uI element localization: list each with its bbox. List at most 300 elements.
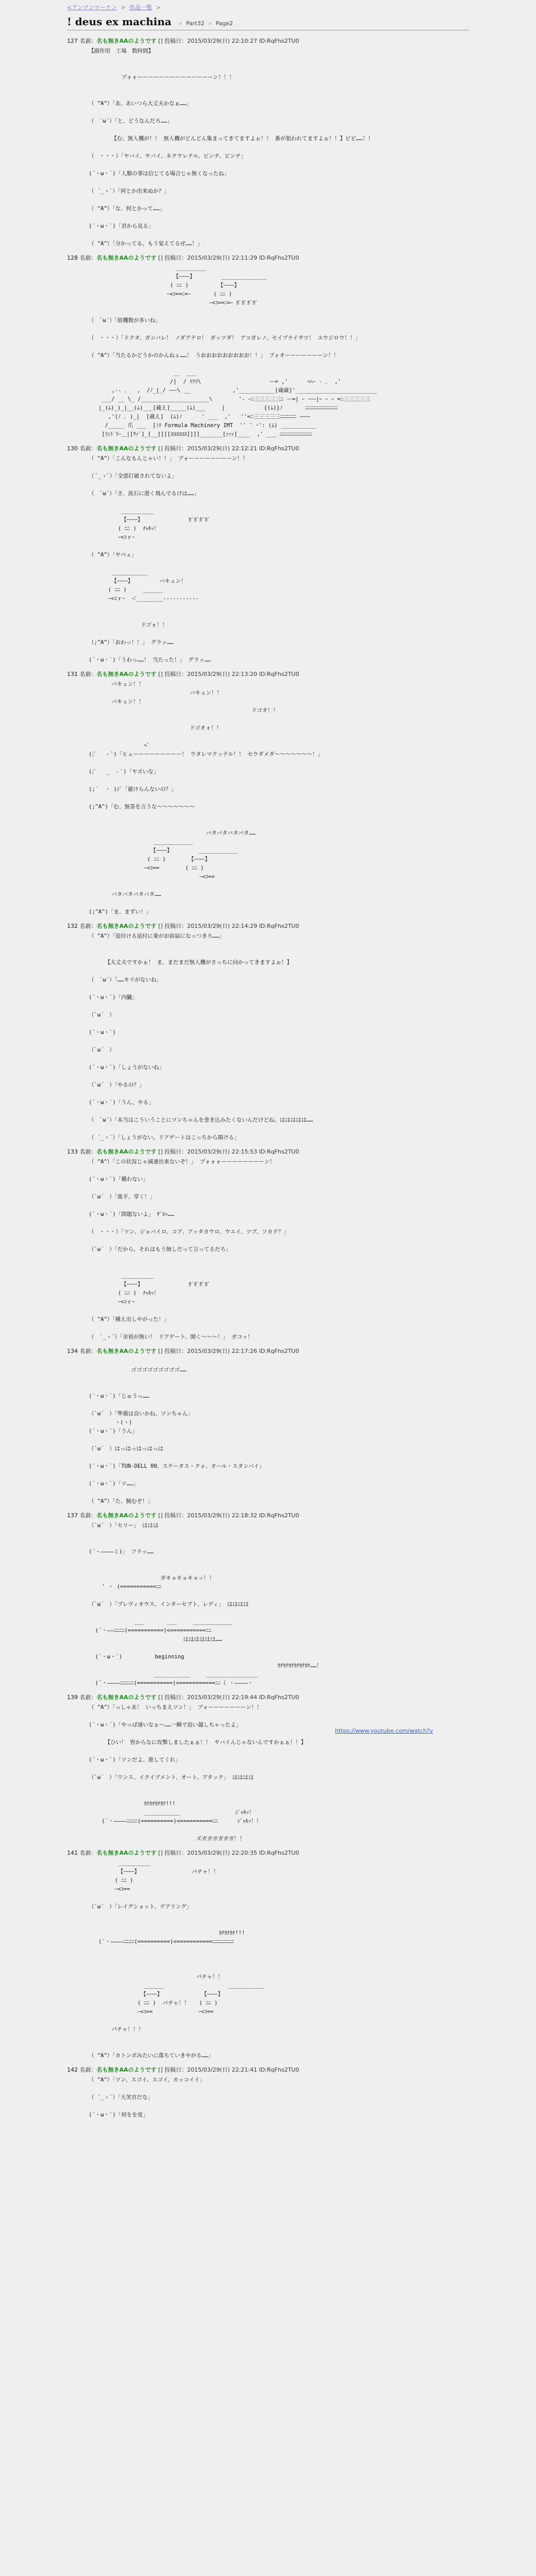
post-line: ( ﾆﾆ ) ﾁｬｷｯ！ xyxy=(89,1290,159,1296)
post-line: ___________ ________________ xyxy=(89,1671,258,1677)
breadcrumb-separator: > xyxy=(156,4,161,11)
post-line: (´・ω・`)「じゅうっ…… xyxy=(89,1393,149,1399)
post-line xyxy=(89,1539,469,1548)
post-line xyxy=(89,64,469,73)
post-line: （ ^A^）「な、何とかって……」 xyxy=(89,206,165,212)
post-line: ｶﾁｶﾁｶﾁ!!! xyxy=(89,1930,245,1936)
post xyxy=(67,37,469,248)
post-line xyxy=(89,1946,469,1955)
post-body xyxy=(89,2076,469,2120)
post-line: (´・――――ﾆﾆﾆﾆﾆ(===========)<===========ﾆﾆ（ ・――――・ xyxy=(89,1680,253,1686)
post-line: ___/ __ \_ /_____________________\ '- ｰﾆ三三三三三ﾆ ー=| ｰ ｰｰｰ|ｰ ｰ ｰ =ﾆ三三三三三 xyxy=(89,396,371,402)
post-author-name: 名も無きAAのようです xyxy=(96,1694,157,1701)
post-line: 【大丈夫ですかぁ！ ま、まだまだ無人機がさっちに向かってきますよぉ！】 xyxy=(89,959,292,965)
post-line xyxy=(89,2043,469,2052)
post-line xyxy=(89,498,469,507)
post-line xyxy=(89,1920,469,1929)
post-line xyxy=(89,1644,469,1653)
breadcrumb-home-link[interactable]: <アンマンマーケ＞ xyxy=(67,4,117,11)
post-line: （ ^A^）「っしゃあ！ いっちまえツン！」 ブォーーーーーーーン！！ xyxy=(89,1704,262,1710)
post-number[interactable]: 133 xyxy=(67,1148,78,1155)
post-header xyxy=(67,253,469,262)
post-line: ( ﾆﾆ ) パチャ！！ ( ﾆﾆ ) xyxy=(89,2000,218,2006)
post-number[interactable]: 130 xyxy=(67,445,78,452)
post-line: 【ｰｰｰｰ】 ｶﾞｶﾞｶﾞｶﾞ xyxy=(89,1281,210,1287)
breadcrumb-list-link[interactable]: 作品一覧 xyxy=(129,4,152,11)
post xyxy=(67,1693,469,1843)
breadcrumb xyxy=(67,3,469,11)
post-line: （`ω´ ） xyxy=(89,1012,115,1018)
post-line xyxy=(89,1357,469,1366)
post-line: ｶﾁｶﾁｶﾁｶﾁｶﾁｶﾁ……！ xyxy=(89,1663,322,1669)
post-line: (´・ω・`)「やっぱ速いなぁ〜……一瞬で追い越しちゃったよ」 xyxy=(89,1722,242,1728)
post-line: ｰ<ｺ==ﾆ=ｰ ｶﾞｶﾞｶﾞｶﾞ xyxy=(89,300,258,306)
post-body xyxy=(89,264,469,439)
post-line xyxy=(89,143,469,152)
post-line: (´・ω・`)「うん」 xyxy=(89,1428,138,1434)
post-meta: [] 投稿日：2015/03/29(日) 22:15:53 ID:RqFhs2TU0 xyxy=(158,1148,299,1155)
post-line xyxy=(89,1826,469,1835)
post-body xyxy=(89,47,469,248)
post-line: __________ xyxy=(89,1273,154,1279)
post-line xyxy=(89,759,469,768)
post-line: 【む、無人機が！！ 無人機がどんどん集まってきてますよぉ！！ 番が狙われてますよぉ！！】ピピ……！！ xyxy=(89,135,374,142)
post-line xyxy=(89,811,469,820)
post-line xyxy=(89,733,469,741)
post-line xyxy=(89,481,469,489)
sub-navigation xyxy=(177,20,233,27)
post-line: (´・ω・`)「君から見る」 xyxy=(89,223,154,229)
post-line: (´・ω・`)「TUN-DELL 00、ステータス・クォ、オール・スタンバイ」 xyxy=(89,1463,265,1469)
post-line: __________ xyxy=(89,508,154,514)
post-author-name: 名も無きAAのようです xyxy=(96,255,157,261)
post-line xyxy=(89,647,469,656)
post-line: ______ ___________ xyxy=(89,1982,265,1989)
post xyxy=(67,922,469,1142)
post-line: （ ^A^）「た、腕むぞ！」 xyxy=(89,1498,154,1504)
post-line xyxy=(89,1236,469,1245)
post-line: （ `ω´）「本当はこういうことにツンちゃんを巻き込みたくないんだけどね。ははははは…… xyxy=(89,1117,313,1123)
post-author-name: 名も無きAAのようです xyxy=(96,445,157,452)
post-line: ドゴォ！！ xyxy=(89,622,168,628)
post-name-prefix: 名前： xyxy=(79,671,97,677)
breadcrumb-separator: > xyxy=(121,4,126,11)
post-name-prefix: 名前： xyxy=(79,1694,97,1701)
post-line xyxy=(89,1609,469,1618)
post-line xyxy=(89,1712,469,1721)
post-line xyxy=(89,1911,469,1920)
post-name-prefix: 名前： xyxy=(79,2066,97,2073)
post-meta: [] 投稿日：2015/03/29(日) 22:10:27 ID:RqFhs2TU0 xyxy=(158,38,299,44)
post-line: /_____ 爪 ___ [ﾐﾘ Formula Machinery IMT '' ' ･': (ﾑ) ___________ xyxy=(89,422,317,429)
post-line: （`ω´ ） xyxy=(89,1047,115,1053)
post-author-name: 名も無きAAのようです xyxy=(96,671,157,677)
post-line: ｶﾁｶﾁｶﾁｶﾁ!!! xyxy=(89,1801,176,1807)
post-line: バキュン！！ xyxy=(89,681,144,687)
post-line xyxy=(89,1488,469,1497)
post-line: ___ ___ ____________ xyxy=(89,1619,232,1625)
post xyxy=(67,444,469,665)
post-line: （ ^A^）「あ、あいつら大丈夫かなぁ……」 xyxy=(89,100,192,107)
post-line xyxy=(89,1964,469,1973)
post-number[interactable]: 127 xyxy=(67,38,78,44)
post-line xyxy=(89,126,469,134)
post-line xyxy=(89,612,469,621)
post-line: （ `ω´）「さ、流石に滑く飛んでるけは……」 xyxy=(89,490,199,497)
post-meta: [] 投稿日：2015/03/29(日) 22:20:35 ID:RqFhs2TU0 xyxy=(158,1850,299,1856)
page-title: ! deus ex machina xyxy=(67,15,172,28)
post-body xyxy=(89,454,469,665)
post-line: ___________ xyxy=(89,569,147,575)
post-line: （ `_ゝ´）「余裕が無い！ リアゲート、開く〜〜〜！」 ガコッ！ xyxy=(89,1334,253,1340)
post-line: ___________ ｼﾞｬｷｯ！ xyxy=(89,1809,255,1816)
post xyxy=(67,1511,469,1688)
post xyxy=(67,670,469,917)
post-line: |_(ﾑ)_)_|__(ﾑ)___[蔵え]_____(ﾑ)___ | {(ﾑ)}ﾉ ﾆﾆﾆﾆﾆﾆﾆﾆﾆﾆﾆﾆ xyxy=(89,405,338,411)
post-line xyxy=(89,1556,469,1565)
post-line: （ ^A^）「構え出しやがった！」 xyxy=(89,1316,170,1323)
post-line xyxy=(89,1055,469,1063)
post-line: 【副作用 工場 数時間】 xyxy=(89,48,154,54)
post-line: バタバタバタバタ…… xyxy=(89,891,161,897)
post-line xyxy=(89,899,469,908)
post-line xyxy=(89,91,469,99)
post-number[interactable]: 139 xyxy=(67,1694,78,1701)
post-meta: [] 投稿日：2015/03/29(日) 22:19:44 ID:RqFhs2TU0 xyxy=(158,1694,299,1701)
post-line: （ ´_ゝ`）「大笑官だな」 xyxy=(89,2094,154,2100)
post-line xyxy=(89,1184,469,1193)
post-body xyxy=(89,1859,469,2060)
post-header xyxy=(67,1849,469,1857)
post-line: ' ・ (===========ﾆﾆ xyxy=(89,1584,162,1590)
post-line: （ ^A^）「ヤベェ」 xyxy=(89,552,137,558)
post-line xyxy=(89,715,469,724)
post xyxy=(67,1347,469,1506)
post-line: （`ω´ ）はっはっはっはっは xyxy=(89,1446,163,1452)
post-line xyxy=(89,2016,469,2025)
post-name-prefix: 名前： xyxy=(79,38,97,44)
post-header xyxy=(67,1511,469,1519)
post xyxy=(67,253,469,439)
post-line xyxy=(89,360,469,369)
post-line: 【ｰｰｰｰ】 【ｰｰｰｰ】 xyxy=(89,1991,224,1997)
post-number[interactable]: 137 xyxy=(67,1512,78,1519)
post-number[interactable]: 141 xyxy=(67,1850,78,1856)
post-line xyxy=(89,2034,469,2043)
post-line xyxy=(89,1955,469,1964)
post-line: (´・ω・`)「構わない」 xyxy=(89,1176,148,1182)
post-line: ｰ<ｺｒｰ xyxy=(89,534,135,540)
post-line xyxy=(89,1219,469,1228)
post-line xyxy=(89,231,469,240)
post-line xyxy=(89,1107,469,1116)
post-line xyxy=(89,1201,469,1210)
post-line xyxy=(89,325,469,334)
post xyxy=(67,1849,469,2060)
post-number[interactable]: 128 xyxy=(67,255,78,261)
post-line: （`ω´ ）「だから、それはもう無しだって言ってるだろ」 xyxy=(89,1246,231,1252)
title-row xyxy=(67,15,469,28)
post-line: 【ひい！ 皆からなに攻撃しましたぁぁ！！ ヤバイんじゃないんですかぁぁ！！】 xyxy=(89,1739,307,1745)
post-line xyxy=(89,1530,469,1539)
post-line: /| / ﾘﾘﾘ\ ー= ,' ﾍﾍｰ - ､ ,' xyxy=(89,379,341,385)
post-line: 【ｰｰｰｰ】 ______________ xyxy=(89,274,267,280)
post-line xyxy=(89,882,469,890)
post-line: ズガガガガガガ！！ xyxy=(89,1836,245,1842)
post-header xyxy=(67,37,469,45)
post-line xyxy=(89,1002,469,1011)
post-line: ﾍﾟ xyxy=(89,742,149,749)
post-line xyxy=(89,1307,469,1315)
post-line: （ ^A^）「カトンボみたいに落ちていきやがる……」 xyxy=(89,2053,214,2059)
post-line: ｰ<ｺ== ｰ<ｺ== xyxy=(89,2009,214,2015)
post-line xyxy=(89,1782,469,1791)
post-line: はははははは…… xyxy=(89,1636,222,1642)
post-line: (´・――ﾆﾆﾆﾆ(===========)<===========ﾆﾆ xyxy=(89,1628,211,1634)
post-line: （ ´_ゝ`）「しょうがない。リアゲートはこっちから開ける」 xyxy=(89,1134,240,1141)
post-number[interactable]: 142 xyxy=(67,2066,78,2073)
post-line: （`ω´ ）「準備は良いかね、ツンちゃん」 xyxy=(89,1411,193,1417)
post-line: （ ^A^）「追付ける追付に乗がお前届になっつきろ……」 xyxy=(89,933,225,939)
post-author-name: 名も無きAAのようです xyxy=(96,1348,157,1354)
post-line xyxy=(89,2102,469,2111)
post-line: ヽ(ヽ) xyxy=(89,1419,132,1426)
post-name-prefix: 名前： xyxy=(79,1850,97,1856)
post-line: （`ω´ ）「ワンス、イクイブメント、オート、アタック」 はははは xyxy=(89,1774,254,1781)
post-line: __ ___ xyxy=(89,370,196,376)
post-name-prefix: 名前： xyxy=(79,1512,97,1519)
post-line: パチャ！！！ xyxy=(89,2026,144,2032)
post-line xyxy=(89,2084,469,2093)
post-body xyxy=(89,1703,469,1843)
post-line xyxy=(89,542,469,551)
post-line xyxy=(89,1037,469,1046)
post-list xyxy=(67,37,469,2120)
post-line: ゴゴゴゴゴゴゴゴゴ…… xyxy=(89,1367,187,1373)
post xyxy=(67,1147,469,1342)
post-line xyxy=(89,950,469,958)
post-line: (´・ω・`)「うん、やる」 xyxy=(89,1099,154,1106)
post-meta: [] 投稿日：2015/03/29(日) 22:13:20 ID:RqFhs2TU0 xyxy=(158,671,299,677)
post-line: （ ´_ゝ`）「何とか出来ぬか？」 xyxy=(89,188,170,194)
post-header xyxy=(67,1147,469,1156)
post-author-name: 名も無きAAのようです xyxy=(96,1148,157,1155)
post-line xyxy=(89,630,469,638)
post-body xyxy=(89,932,469,1142)
post-line: (´・ω・`)「人類の事は信じてる場合じゃ無くなったね」 xyxy=(89,171,230,177)
post-line xyxy=(89,308,469,316)
post-line: (´・ω・`) xyxy=(89,1029,116,1036)
post-line xyxy=(89,196,469,205)
post-author-name: 名も無きAAのようです xyxy=(96,38,157,44)
post-line: （ ^A^）「この状況じゃ減速出来ないぞ！」 ブォォォーーーーーーーーン！ xyxy=(89,1159,275,1165)
post-line: （ ・・・）「ヤバイ、ヤバイ、ネクウレテル、ピンチ、ピンチ」 xyxy=(89,153,246,159)
post-line: (;^A^)「ま、まずい！」 xyxy=(89,909,152,915)
post-line: ( ﾆﾆ ) ﾁｬｷｯ！ xyxy=(89,526,159,532)
post-author-name: 名も無きAAのようです xyxy=(96,1850,157,1856)
post-line: ドゴオォ！！ xyxy=(89,725,222,731)
post-line xyxy=(89,1591,469,1600)
chevron-right-icon: » xyxy=(178,20,182,27)
post-line xyxy=(89,941,469,950)
post-line: ,-- ､ , /ﾉ_|_/ ｰｰｰ\ __ ,'___________[蔵蔵]'_________________________ xyxy=(89,387,377,394)
post-line: (´・ω・`)「内臓」 xyxy=(89,994,138,1001)
post-author-name: 名も無きAAのようです xyxy=(96,923,157,929)
post-line: パチャ！！ xyxy=(89,1974,223,1980)
post-meta: [] 投稿日：2015/03/29(日) 22:21:41 ID:RqFhs2TU0 xyxy=(158,2066,299,2073)
post-line xyxy=(89,1375,469,1383)
post-meta: [] 投稿日：2015/03/29(日) 22:18:32 ID:RqFhs2TU0 xyxy=(158,1512,299,1519)
post-line xyxy=(89,1254,469,1263)
post-line xyxy=(89,213,469,222)
post-line xyxy=(89,56,469,64)
post-meta: [] 投稿日：2015/03/29(日) 22:14:29 ID:RqFhs2TU0 xyxy=(158,923,299,929)
post-line: （ ・・・）「ツン、ジョバイロ、コア、アッタカウロ、ウエイ、ツブ、ソカク？」 xyxy=(89,1229,289,1235)
post-line: (´・ω・`)「しょうがないね」 xyxy=(89,1064,165,1071)
post-line xyxy=(89,1166,469,1175)
post-line xyxy=(89,1765,469,1773)
post-line: (;´ ・ )ｼﾞ「避けらんないの？」 xyxy=(89,786,177,792)
post-line: （`ω´ ）「プレヴィオウス、インターセプト、レディ」 はははは xyxy=(89,1601,249,1607)
post-line: （`ω´ ）「進平、穿く！」 xyxy=(89,1194,156,1200)
post-line: （ ・・・）「ドクオ、ガンバレ！ ノダアテロ！ ガッツダ！ アコガレノ、セイブナイサツ！ ユウジロウ！！」 xyxy=(89,335,361,341)
post-line: 【ｰｰｰｰ】 バキュン！ xyxy=(89,578,187,584)
post-header xyxy=(67,922,469,930)
post-line: 【ｰｰｰｰ】 ____________ xyxy=(89,848,238,854)
post-line: (;ﾟ ‐ ﾟ)「ヒューーーーーーーーー！ ウタレマクッテル！！ セウダメダ〜〜〜〜〜〜〜！」 xyxy=(89,751,323,757)
post-line xyxy=(89,1791,469,1800)
post-line: _________ xyxy=(89,265,206,271)
post-line xyxy=(89,1894,469,1903)
post-line xyxy=(89,1565,469,1574)
post-header xyxy=(67,670,469,678)
post-line: ドゴオ！！ xyxy=(89,707,279,714)
post-line: （ `ω´）「組機数が多いね」 xyxy=(89,317,161,324)
post-line: （`ω´ ）「レイグショット、デアリング」 xyxy=(89,1904,192,1910)
post-line: ｰ<ｺ== xyxy=(89,1886,130,1892)
post-line: バタバタバタバタ…… xyxy=(89,830,256,836)
post-line: ｰ<ｺ== xyxy=(89,874,215,880)
post-line xyxy=(89,108,469,117)
post-line: （ `ω´）「……キリがないね」 xyxy=(89,977,162,983)
post-line: ____________ xyxy=(89,839,193,845)
youtube-link[interactable]: https://www.youtube.com/watch?v xyxy=(335,1727,433,1734)
post-author-name: 名も無きAAのようです xyxy=(96,2066,157,2073)
post-line xyxy=(89,1072,469,1081)
post-header xyxy=(67,1693,469,1701)
post-line: (´・ω・`)「ツ……」 xyxy=(89,1481,139,1487)
post-line: ( ﾆﾆ ) xyxy=(89,1877,133,1884)
post-header xyxy=(67,444,469,452)
post-line xyxy=(89,560,469,568)
post-number[interactable]: 132 xyxy=(67,923,78,929)
post-line xyxy=(89,1125,469,1133)
post-line: ( ﾆﾆ ) 【ｰｰｰｰ】 xyxy=(89,282,240,289)
post-line: （ ^A^）「こんなもんじゃい！！」 ブォーーーーーーーーン！！ xyxy=(89,455,248,462)
post-line: ガキョキョキョッ！！ xyxy=(89,1575,215,1581)
part-label: Part32 xyxy=(186,20,205,27)
post-line xyxy=(89,776,469,785)
post-line: (´・ω・`)「何をを度」 xyxy=(89,2112,148,2118)
post-line xyxy=(89,1020,469,1028)
post-line: (´・ω・`) beginning xyxy=(89,1654,185,1660)
post-line: バキュン！！ xyxy=(89,690,222,696)
post-line xyxy=(89,178,469,187)
post-line: (´・ω・`)「問題ないよ」 ｻﾞﾛｯ…… xyxy=(89,1211,175,1217)
post-line: (´・ω・`)「うわっ……！ 当たった！」 グラッ…… xyxy=(89,657,211,663)
post-line xyxy=(89,1747,469,1756)
post-meta: [] 投稿日：2015/03/29(日) 22:11:29 ID:RqFhs2TU0 xyxy=(158,255,299,261)
post-line xyxy=(89,985,469,993)
post-name-prefix: 名前： xyxy=(79,255,97,261)
post-line: ｰ<ｺｒｰ xyxy=(89,1299,135,1305)
post-line xyxy=(89,820,469,829)
post-header xyxy=(67,2065,469,2074)
post-line: （ ^A^）「ツン、スゴイ、スゴイ、カッコイイ」 xyxy=(89,2077,205,2083)
post-body xyxy=(89,1158,469,1342)
post-line: ｰ<ｺ== ( ﾆﾆ ) xyxy=(89,865,204,871)
post-meta: [] 投稿日：2015/03/29(日) 22:17:26 ID:RqFhs2TU0 xyxy=(158,1348,299,1354)
post-name-prefix: 名前： xyxy=(79,923,97,929)
post-line xyxy=(89,1401,469,1410)
post-line xyxy=(89,1090,469,1098)
post-line xyxy=(89,603,469,612)
post-author-name: 名も無きAAのようです xyxy=(96,1512,157,1519)
post-line: (´・――――ミ)」 フラッ…… xyxy=(89,1549,154,1555)
post-meta: [] 投稿日：2015/03/29(日) 22:12:21 ID:RqFhs2TU0 xyxy=(158,445,299,452)
post-line xyxy=(89,1436,469,1445)
post-line: 【ｰｰｰｰ】 パチャ！！ xyxy=(89,1869,219,1875)
post-line xyxy=(89,794,469,803)
post-body xyxy=(89,1357,469,1506)
post-line xyxy=(89,1471,469,1480)
post-line: (´・ω・`)「ツンだよ、推してくれ」 xyxy=(89,1757,181,1763)
post-number[interactable]: 131 xyxy=(67,671,78,677)
post xyxy=(67,2065,469,2120)
post-body xyxy=(89,680,469,917)
post-line xyxy=(89,82,469,91)
post-line: バキュン！！ xyxy=(89,699,144,705)
post-line xyxy=(89,161,469,170)
post-line: ブォォーーーーーーーーーーーーーーン！！！ xyxy=(89,74,234,80)
post-line: (;^A^)「む、無茶を言うな〜〜〜〜〜〜〜 xyxy=(89,804,195,810)
post-name-prefix: 名前： xyxy=(79,1148,97,1155)
post-body xyxy=(89,1521,469,1688)
post-header xyxy=(67,1347,469,1355)
post-line: （ ^A^）「当たるかどうかのかんねぇ……！ うおおおおおおおおお！！」 ブォオーーーーーーーン！！ xyxy=(89,352,339,359)
post-line xyxy=(89,1324,469,1333)
post-line: (´・――――ﾆﾆﾆﾆ(==========)<===========ﾆﾆﾆﾆﾆﾆﾆﾆ xyxy=(89,1939,234,1945)
post-line: (;ﾟ _ ‐ ﾟ)「ヤズいな」 xyxy=(89,769,159,775)
chevron-right-icon: » xyxy=(208,20,212,27)
post-line: __________ xyxy=(89,1860,151,1866)
post-number[interactable]: 134 xyxy=(67,1348,78,1354)
post-line: （ `ω´）「と、どうなんだろ……」 xyxy=(89,118,173,124)
post-line: ｰ<ｺ==ﾆ=ｰ ( ﾆﾆ ) xyxy=(89,291,232,297)
post-name-prefix: 名前： xyxy=(79,445,97,452)
post-line xyxy=(89,343,469,351)
post-line xyxy=(89,1453,469,1462)
post-name-prefix: 名前： xyxy=(79,1348,97,1354)
post-line: ( ﾆﾆ ) ______ xyxy=(89,587,163,593)
post-line: ,'(ﾉ ､ )_| [蔵え] (ﾑ)ﾉ ' ___ ,' ''=ﾆ三三三三三ﾆﾆﾆﾆﾆﾆ ｰｰｰｰ xyxy=(89,414,311,420)
post-line: （ ^A^）「分かってる。もう覚えてるぜ……！」 xyxy=(89,241,203,247)
post-line xyxy=(89,463,469,472)
post-line: （ ﾟ_ゝﾟ）「全部打破されてないよ」 xyxy=(89,473,177,479)
post-line: ( ﾆﾆ ) 【ｰｰｰｰ】 xyxy=(89,856,210,862)
post-line xyxy=(89,1263,469,1272)
post-line xyxy=(89,1383,469,1392)
